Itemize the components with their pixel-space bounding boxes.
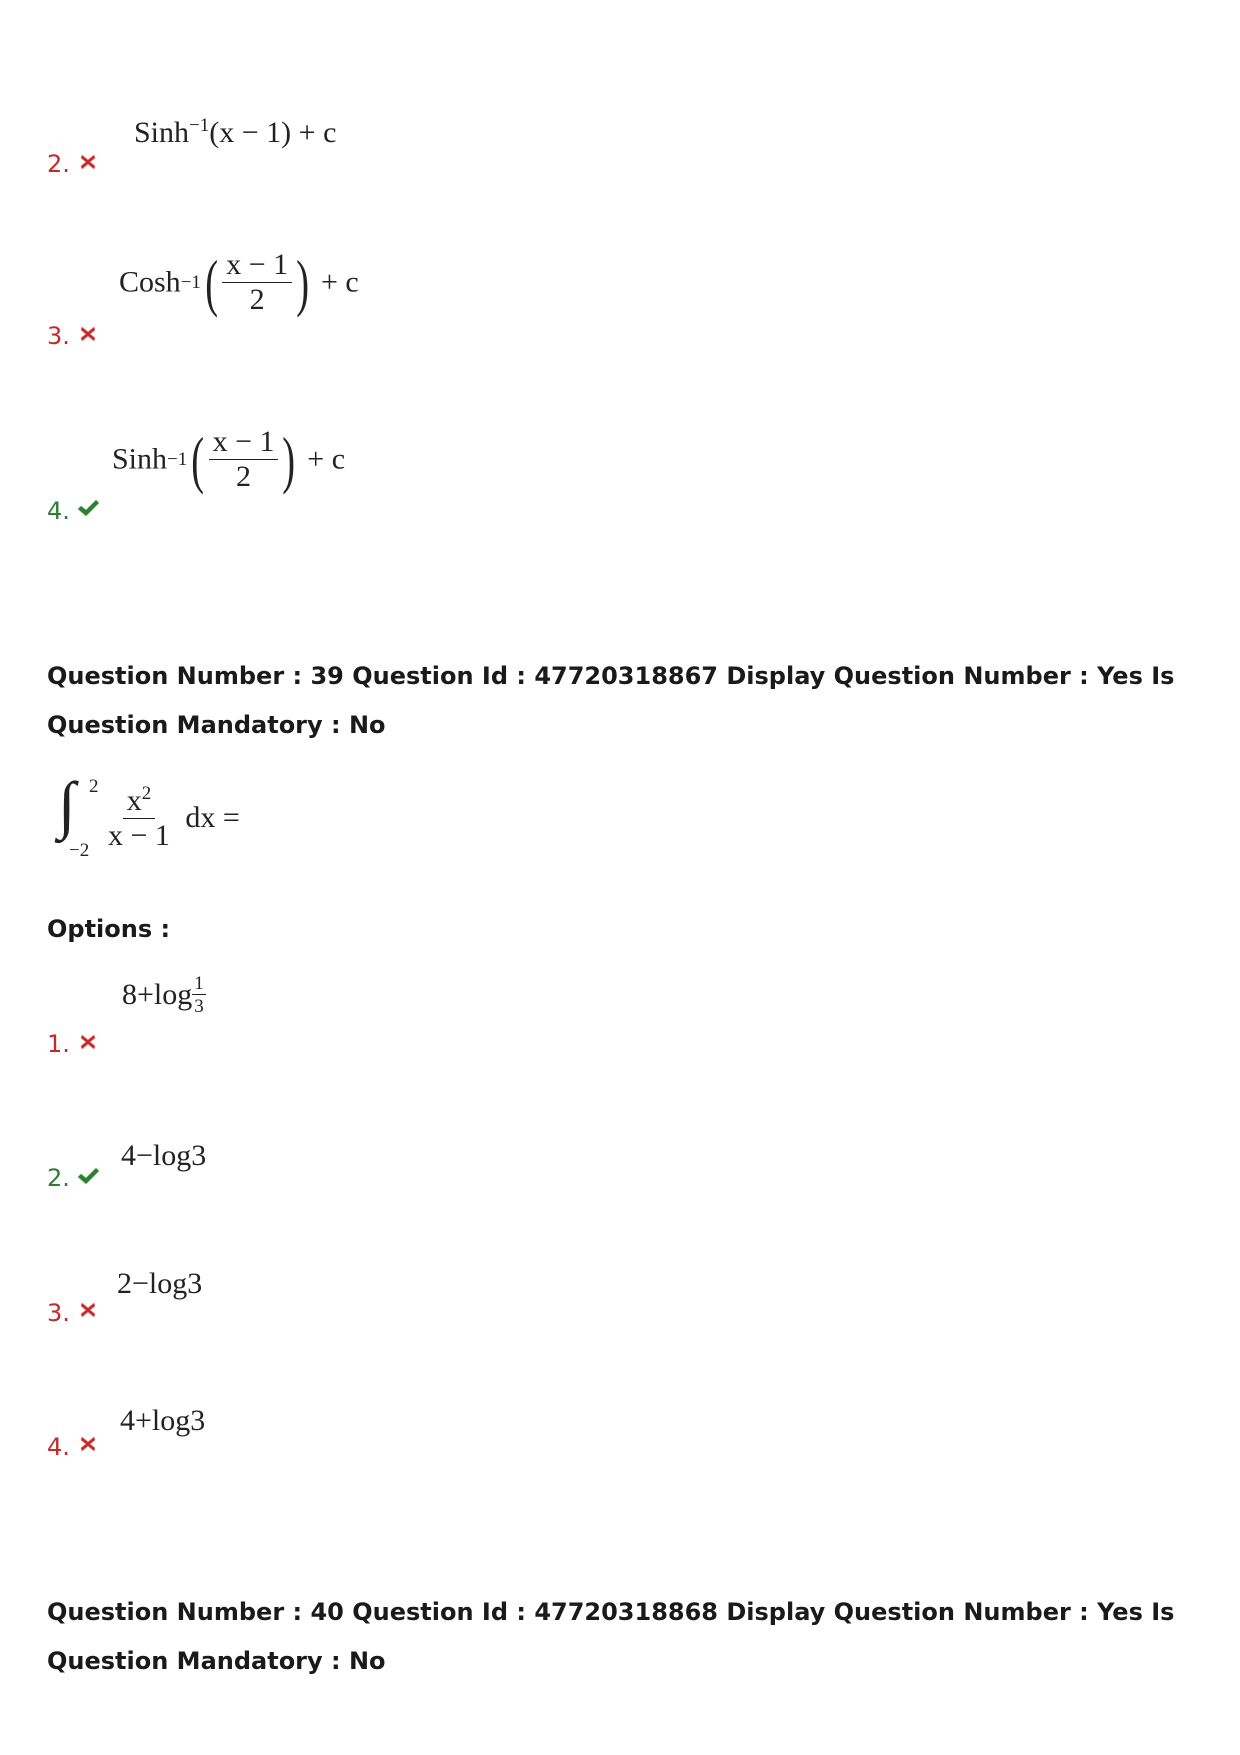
option-formula: 2−log3 — [117, 1267, 203, 1300]
options-label: Options : — [47, 915, 171, 943]
integral-sign: ∫ — [58, 769, 76, 840]
option-number: 1. — [47, 1030, 70, 1058]
cross-icon — [78, 1032, 98, 1052]
option-formula: 4−log3 — [121, 1139, 207, 1172]
cross-icon — [78, 1434, 98, 1454]
option-formula: Cosh−1( $\frac{x - 1}{2}$ ) + c — [119, 246, 359, 318]
cross-icon — [78, 152, 98, 172]
cross-icon — [78, 1300, 98, 1320]
option-number: 4. — [47, 497, 70, 525]
option-number: 2. — [47, 1164, 70, 1192]
option-formula: Sinh−1( $\frac{x - 1}{2}$ ) + c — [112, 423, 346, 495]
option-number: 3. — [47, 322, 70, 350]
option-number: 4. — [47, 1433, 70, 1461]
option-number: 3. — [47, 1299, 70, 1327]
check-icon — [76, 1166, 100, 1186]
option-formula: 8+log $\frac{1}{3}$ — [122, 973, 204, 1017]
question-40-header: Question Number : 40 Question Id : 47720318868 Display Question Number : Yes Is Question Mandatory : No — [47, 1598, 1175, 1675]
option-formula: 4+log3 — [120, 1404, 206, 1437]
question-39-header: Question Number : 39 Question Id : 47720318867 Display Question Number : Yes Is Question Mandatory : No — [47, 662, 1175, 739]
integral-upper: 2 — [89, 776, 99, 797]
option-number: 2. — [47, 150, 70, 178]
option-formula: Sinh$^{-1}$(x − 1) + c — [134, 115, 337, 149]
integral-fraction: $\frac{x^2}{x - 1}$ dx = — [108, 783, 240, 852]
cross-icon — [78, 324, 98, 344]
integral-lower: −2 — [69, 840, 90, 861]
check-icon — [76, 498, 100, 518]
